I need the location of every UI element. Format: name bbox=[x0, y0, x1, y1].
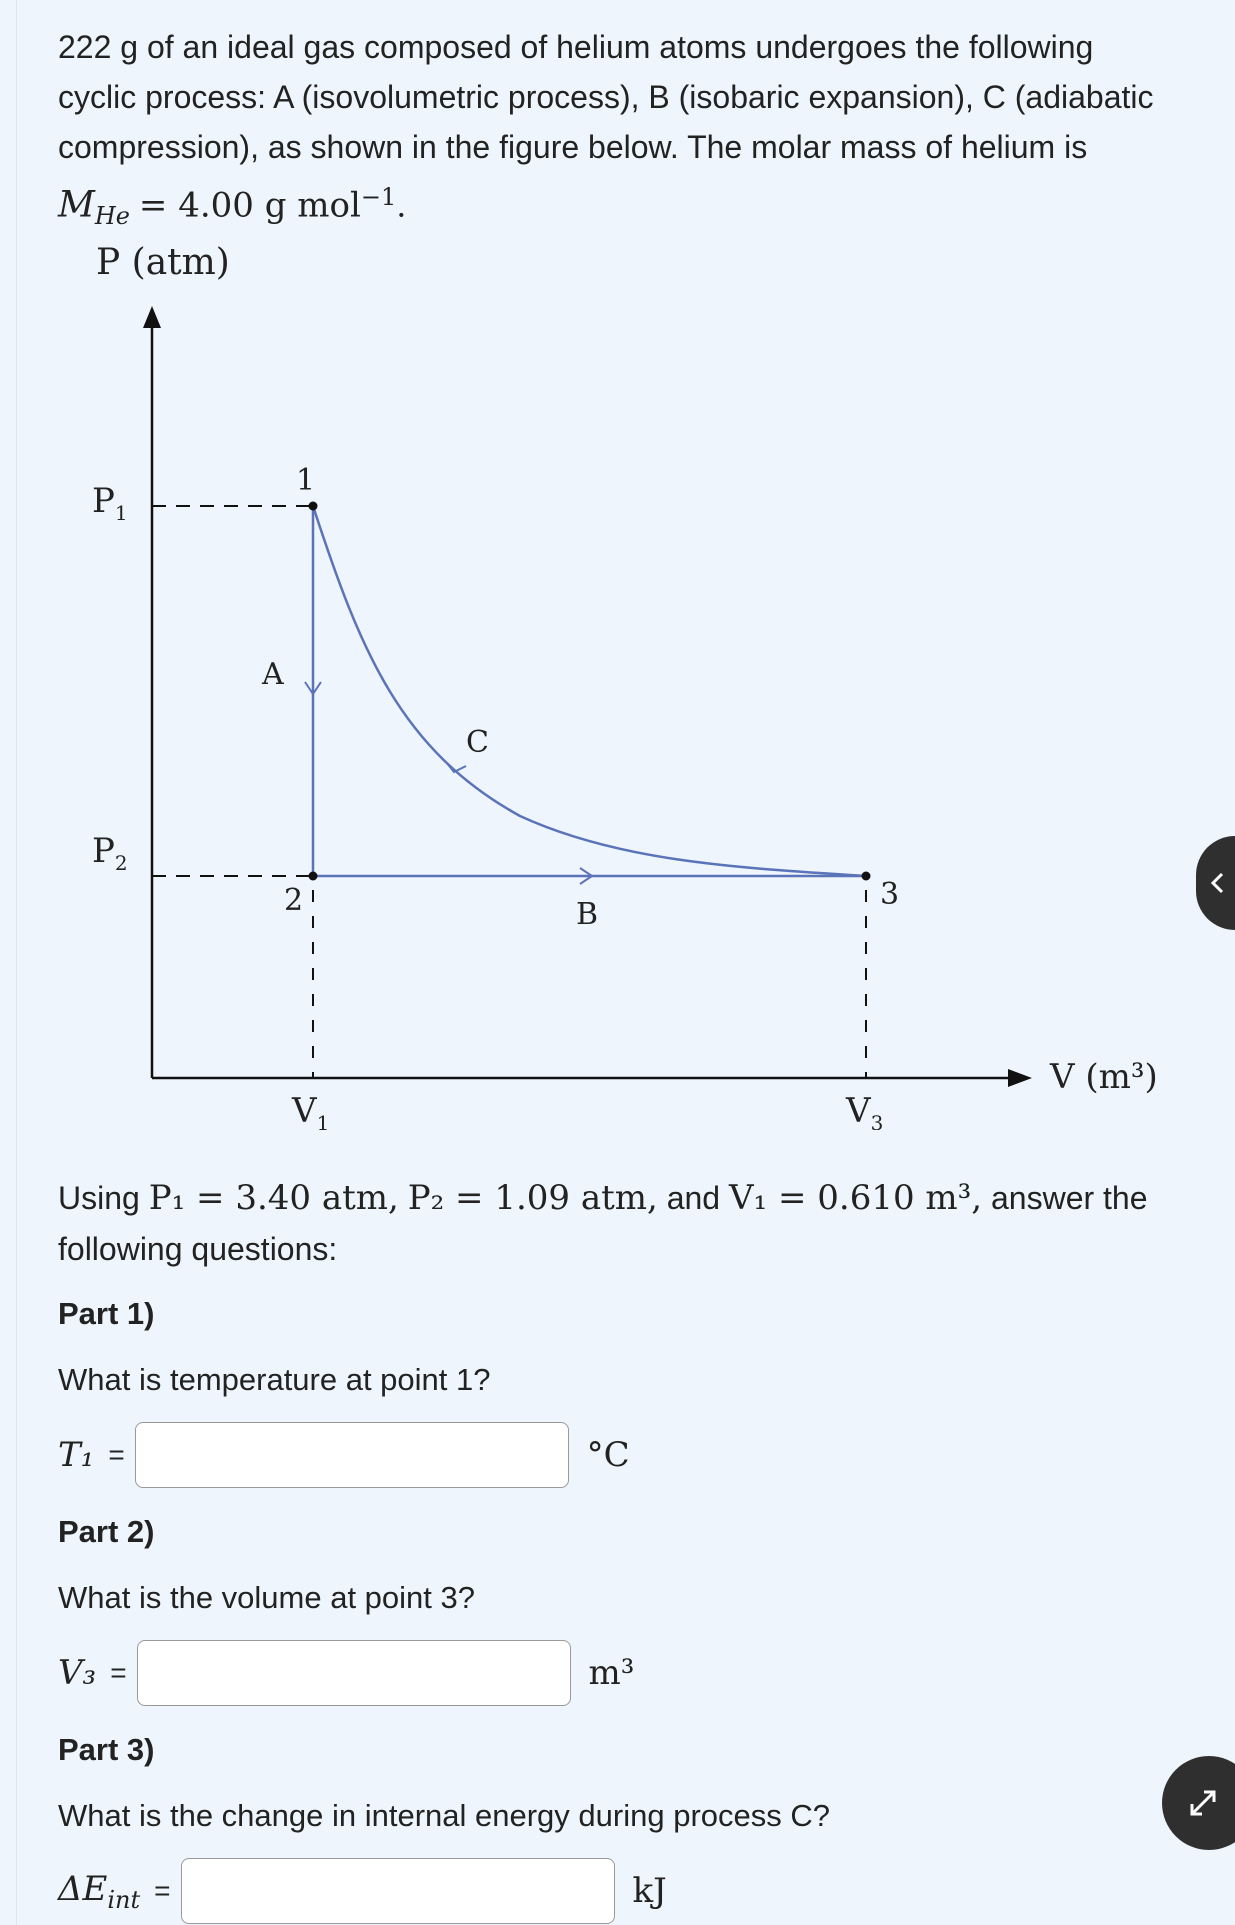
given-prefix: Using bbox=[58, 1180, 140, 1216]
part-1-title: Part 1) bbox=[58, 1296, 155, 1331]
y-axis-arrow-icon bbox=[143, 306, 161, 328]
y-axis-label: P (atm) bbox=[96, 242, 230, 283]
x-axis-arrow-icon bbox=[1008, 1069, 1032, 1087]
v3-tick-label: $V_3$ bbox=[846, 1091, 884, 1130]
part-3-answer-input[interactable] bbox=[181, 1858, 615, 1924]
process-b-label: B bbox=[576, 897, 599, 932]
part-1-answer-row bbox=[58, 1422, 630, 1488]
expand-arrows-icon bbox=[1186, 1786, 1220, 1820]
given-suffix: answer the bbox=[990, 1180, 1148, 1216]
part-2-equals: = bbox=[110, 1657, 127, 1688]
pv-diagram bbox=[0, 230, 1235, 1130]
part-3-question: What is the change in internal energy during process C? bbox=[58, 1798, 830, 1833]
given-v1: V₁ = 0.610 m³, bbox=[728, 1178, 983, 1218]
point-1-label: 1 bbox=[296, 463, 316, 498]
point-1-marker bbox=[309, 502, 318, 511]
molar-mass-exponent: −1 bbox=[360, 183, 397, 211]
given-p2: P₂ = 1.09 atm, bbox=[407, 1178, 658, 1218]
problem-statement bbox=[58, 22, 1168, 241]
part-3-variable-main: ΔE bbox=[58, 1868, 108, 1909]
part-2-unit: m³ bbox=[588, 1653, 635, 1693]
part-2-question: What is the volume at point 3? bbox=[58, 1580, 476, 1615]
process-c-curve bbox=[313, 506, 866, 876]
part-1-question: What is temperature at point 1? bbox=[58, 1362, 491, 1397]
x-axis-label: V (m³) bbox=[1050, 1057, 1158, 1097]
given-and: and bbox=[666, 1180, 721, 1216]
intro-line-3: compression), as shown in the figure below. The molar mass of helium is bbox=[58, 129, 1088, 165]
part-2-title: Part 2) bbox=[58, 1514, 155, 1549]
v1-tick-label: $V_1$ bbox=[292, 1091, 330, 1130]
intro-line-1: 222 g of an ideal gas composed of helium atoms undergoes the following bbox=[58, 29, 1094, 65]
part-3-variable bbox=[58, 1869, 140, 1914]
intro-line-2: cyclic process: A (isovolumetric process), B (isobaric expansion), C (adiabatic bbox=[58, 79, 1154, 115]
process-c-label: C bbox=[466, 725, 489, 760]
part-1-equals: = bbox=[108, 1439, 125, 1470]
part-3-title: Part 3) bbox=[58, 1732, 155, 1767]
part-2-variable: V₃ bbox=[58, 1653, 97, 1693]
given-p1: P₁ = 3.40 atm, bbox=[148, 1178, 399, 1218]
given-line-2: following questions: bbox=[58, 1231, 338, 1267]
part-3-answer-row bbox=[58, 1858, 667, 1924]
part-1-unit: °C bbox=[586, 1435, 630, 1475]
point-2-marker bbox=[309, 872, 318, 881]
molar-mass-symbol: M bbox=[58, 184, 95, 226]
part-1-variable: T₁ bbox=[58, 1435, 95, 1475]
part-3-variable-sub: int bbox=[107, 1885, 141, 1914]
given-line-1 bbox=[58, 1173, 1148, 1223]
chevron-left-icon bbox=[1208, 871, 1228, 895]
part-2-answer-input[interactable] bbox=[137, 1640, 571, 1706]
molar-mass-value: = 4.00 g mol bbox=[138, 185, 361, 226]
point-3-label: 3 bbox=[880, 877, 900, 912]
part-2-answer-row bbox=[58, 1640, 634, 1706]
molar-mass-sub: He bbox=[94, 202, 131, 231]
part-3-equals: = bbox=[154, 1875, 171, 1906]
part-3-unit: kJ bbox=[632, 1871, 667, 1911]
point-2-label: 2 bbox=[284, 883, 304, 918]
molar-mass-end: . bbox=[396, 186, 407, 225]
point-3-marker bbox=[862, 872, 871, 881]
p2-tick-label: $P_2$ bbox=[92, 831, 128, 875]
part-1-answer-input[interactable] bbox=[135, 1422, 569, 1488]
process-a-label: A bbox=[262, 657, 284, 692]
p1-tick-label: $P_1$ bbox=[92, 481, 128, 525]
